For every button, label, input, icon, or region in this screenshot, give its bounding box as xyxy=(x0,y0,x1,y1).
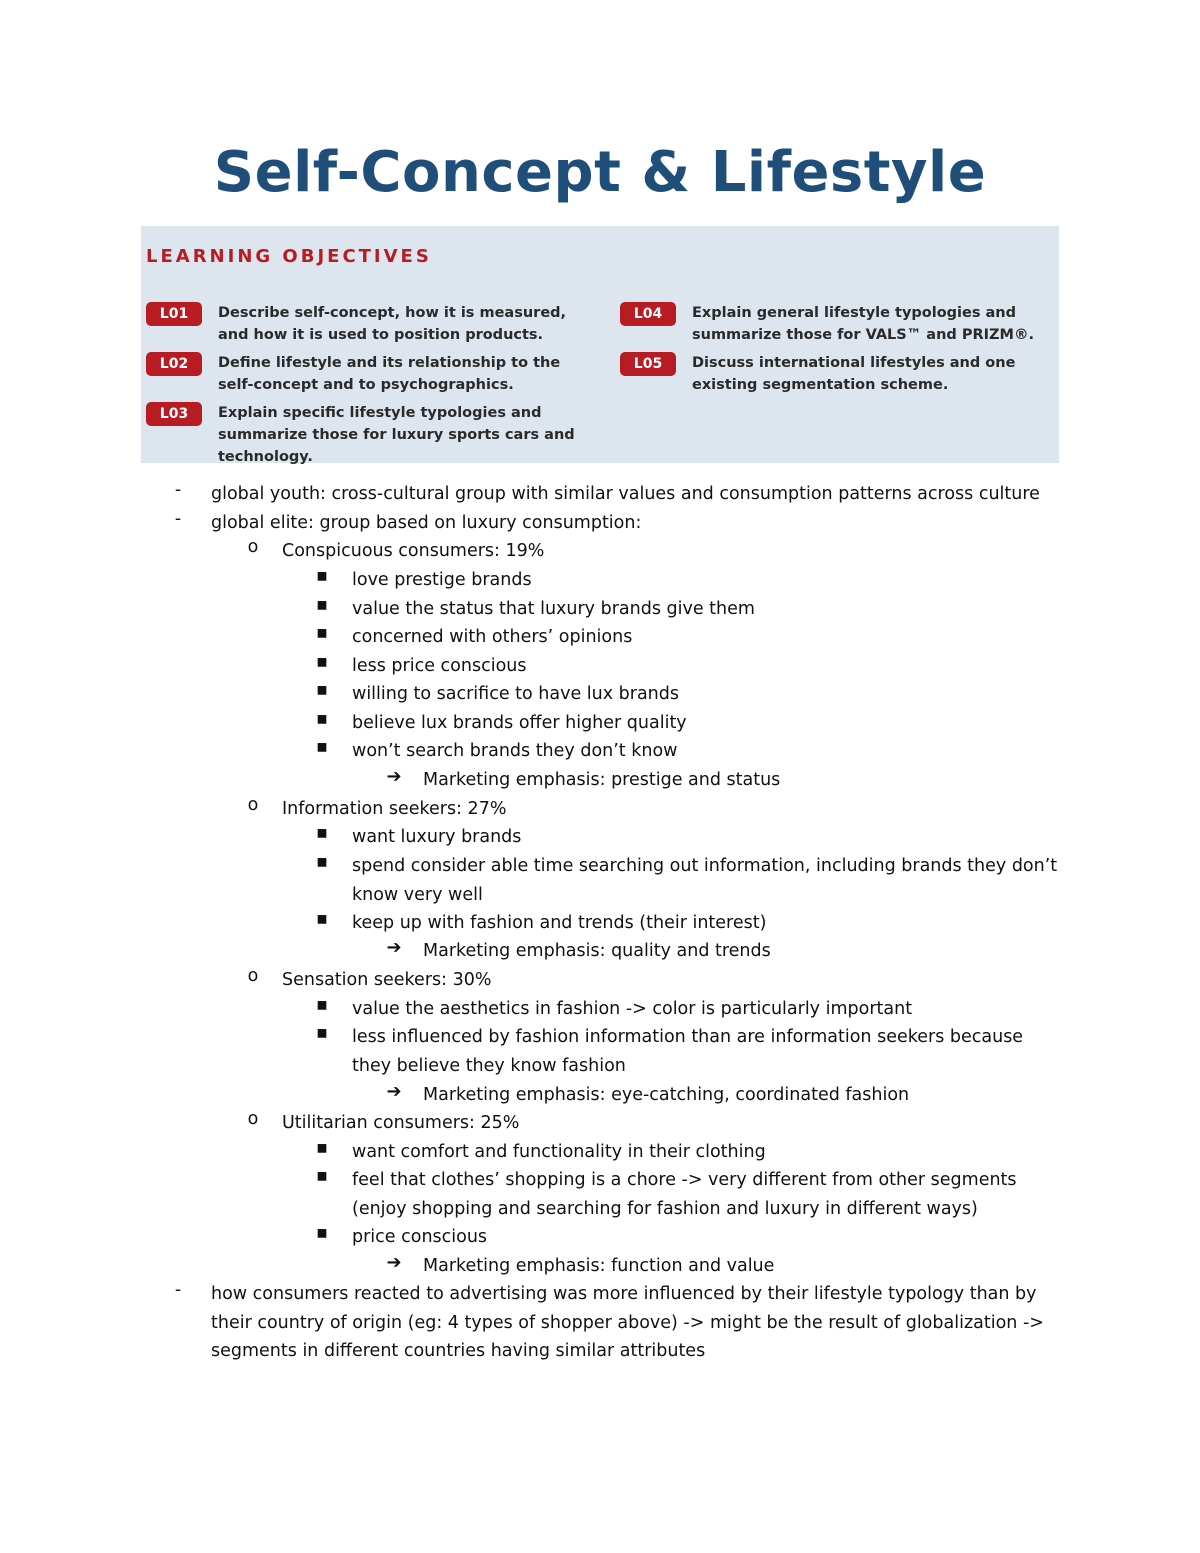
list-item-text: less influenced by fashion information than are information seekers because they believe they know fashion xyxy=(352,1027,1024,1076)
marketing-emphasis: Marketing emphasis: function and value xyxy=(423,1256,775,1276)
square-bullet: ▪ xyxy=(316,1138,328,1158)
segment-label: Information seekers: 27% xyxy=(282,799,507,819)
circle-bullet: o xyxy=(247,795,259,815)
objective-badge: L04 xyxy=(620,302,676,326)
square-bullet: ▪ xyxy=(316,1223,328,1243)
list-item-text: less price conscious xyxy=(352,656,527,676)
objective-text: Discuss international lifestyles and one existing segmentation scheme. xyxy=(692,355,1016,393)
square-bullet: ▪ xyxy=(316,1166,328,1186)
arrow-icon: ➔ xyxy=(386,766,402,787)
list-item-text: global elite: group based on luxury consumption: xyxy=(211,513,642,533)
square-bullet: ▪ xyxy=(316,1023,328,1043)
learning-objectives-heading: LEARNING OBJECTIVES xyxy=(146,246,432,267)
segment-label: Conspicuous consumers: 19% xyxy=(282,541,545,561)
objective-text: Explain specific lifestyle typologies and summarize those for luxury sports cars and technology. xyxy=(218,405,575,465)
objective-text: Define lifestyle and its relationship to the self-concept and to psychographics. xyxy=(218,355,561,393)
objective-text: Describe self-concept, how it is measured, and how it is used to position products. xyxy=(218,305,567,343)
objective-text: Explain general lifestyle typologies and summarize those for VALS™ and PRIZM®. xyxy=(692,305,1034,343)
page-title: Self-Concept & Lifestyle xyxy=(213,140,987,205)
square-bullet: ▪ xyxy=(316,709,328,729)
list-item-text: price conscious xyxy=(352,1227,488,1247)
dash-bullet: - xyxy=(174,1280,182,1300)
arrow-icon: ➔ xyxy=(386,1252,402,1273)
square-bullet: ▪ xyxy=(316,852,328,872)
square-bullet: ▪ xyxy=(316,623,328,643)
objective-badge: L05 xyxy=(620,352,676,376)
list-item-text: value the status that luxury brands give them xyxy=(352,599,755,619)
dash-bullet: - xyxy=(174,509,182,529)
objective-l02 xyxy=(146,352,598,396)
square-bullet: ▪ xyxy=(316,566,328,586)
segment-label: Utilitarian consumers: 25% xyxy=(282,1113,520,1133)
dash-bullet: - xyxy=(174,480,182,500)
list-item-text: believe lux brands offer higher quality xyxy=(352,713,687,733)
square-bullet: ▪ xyxy=(316,909,328,929)
marketing-emphasis: Marketing emphasis: prestige and status xyxy=(423,770,781,790)
square-bullet: ▪ xyxy=(316,823,328,843)
square-bullet: ▪ xyxy=(316,737,328,757)
list-item-text: feel that clothes’ shopping is a chore -> very different from other segments (enjoy shopping and searching for fashion and luxury in different ways) xyxy=(352,1170,1017,1219)
square-bullet: ▪ xyxy=(316,680,328,700)
list-item-text: keep up with fashion and trends (their interest) xyxy=(352,913,767,933)
list-item-text: value the aesthetics in fashion -> color is particularly important xyxy=(352,999,913,1019)
objective-badge: L03 xyxy=(146,402,202,426)
circle-bullet: o xyxy=(247,537,259,557)
list-item-text: global youth: cross-cultural group with similar values and consumption patterns across culture xyxy=(211,484,1040,504)
marketing-emphasis: Marketing emphasis: eye-catching, coordinated fashion xyxy=(423,1085,910,1105)
arrow-icon: ➔ xyxy=(386,937,402,958)
learning-objectives-panel xyxy=(141,226,1059,463)
square-bullet: ▪ xyxy=(316,652,328,672)
list-item-text: how consumers reacted to advertising was more influenced by their lifestyle typology than by their country of origin (eg: 4 types of shopper above) -> might be the result of globalization -> segments in different countries having similar attributes xyxy=(211,1284,1044,1361)
circle-bullet: o xyxy=(247,1109,259,1129)
list-item-text: spend consider able time searching out information, including brands they don’t know very well xyxy=(352,856,1058,905)
marketing-emphasis: Marketing emphasis: quality and trends xyxy=(423,941,771,961)
list-item-text: willing to sacrifice to have lux brands xyxy=(352,684,679,704)
arrow-icon: ➔ xyxy=(386,1081,402,1102)
objective-l01 xyxy=(146,302,598,346)
list-item-text: love prestige brands xyxy=(352,570,532,590)
circle-bullet: o xyxy=(247,966,259,986)
list-item-text: concerned with others’ opinions xyxy=(352,627,633,647)
objective-badge: L01 xyxy=(146,302,202,326)
objective-l04 xyxy=(620,302,1062,346)
list-item-text: want luxury brands xyxy=(352,827,522,847)
square-bullet: ▪ xyxy=(316,995,328,1015)
objective-badge: L02 xyxy=(146,352,202,376)
objective-l05 xyxy=(620,352,1062,396)
objective-l03 xyxy=(146,402,598,468)
segment-label: Sensation seekers: 30% xyxy=(282,970,492,990)
square-bullet: ▪ xyxy=(316,595,328,615)
list-item-text: want comfort and functionality in their clothing xyxy=(352,1142,766,1162)
list-item-text: won’t search brands they don’t know xyxy=(352,741,678,761)
